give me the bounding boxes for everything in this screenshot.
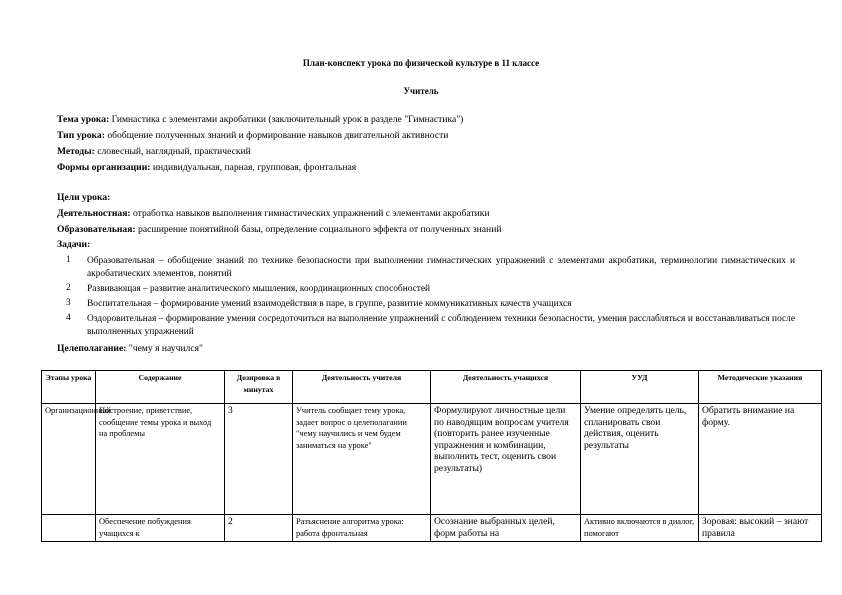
cell-teacher: Учитель сообщает тему урока, задает вопрос о целеполагании "чему научились и чем будем заниматься на уроке" — [293, 404, 431, 515]
cell-text: Обеспечение побуждения учащихся к — [99, 517, 191, 538]
header-content: Содержание — [96, 371, 225, 404]
cell-notes — [699, 515, 822, 542]
task-text: Развивающая – развитие аналитического мышления, координационных способностей — [87, 284, 431, 294]
header-dose: Дозировка в минутах — [225, 371, 293, 404]
meta-value: словесный, наглядный, практический — [94, 146, 251, 157]
meta-methods — [57, 146, 251, 157]
meta-label: Методы: — [57, 146, 95, 157]
cell-dose — [225, 515, 293, 542]
meta-label: Тип урока: — [57, 130, 105, 141]
cell-students: Формулируют личностные цели по наводящим вопросам учителя (повторить ранее изученные упражнения и комбинации, выполнить тест, оценить свои результаты) — [431, 404, 581, 515]
goal-setting — [57, 343, 203, 354]
goal-setting-label: Целеполагание: — [57, 343, 127, 354]
header-stage: Этапы урока — [42, 371, 96, 404]
task-number: 1 — [66, 255, 71, 265]
teacher-label: Учитель — [403, 86, 439, 96]
goals-heading — [57, 192, 110, 203]
cell-notes: Обратить внимание на форму. — [699, 404, 822, 515]
task-text: Оздоровительная – формирование умения сосредоточиться на выполнение упражнений с соблюдением техники безопасности, умения расслабляться и восстанавливаться после выполненных упражнений — [87, 314, 795, 337]
goal-value: расширение понятийной базы, определение социального эффекта от полученных знаний — [135, 224, 502, 235]
cell-text: Зоровая: высокий – знают правила — [702, 516, 809, 539]
cell-text: Активно включаются в диалог, помогают — [584, 517, 695, 538]
cell-text: 2 — [228, 516, 233, 527]
cell-content — [96, 515, 225, 542]
cell-stage: Организационный — [42, 404, 96, 515]
task-number: 4 — [66, 313, 71, 323]
meta-topic — [57, 114, 463, 125]
meta-value: индивидуальная, парная, групповая, фронтальная — [150, 162, 357, 173]
goal-activity — [57, 208, 490, 219]
goal-setting-value: "чему я научился" — [126, 343, 203, 354]
table-header-row — [42, 371, 822, 404]
table-row — [42, 515, 822, 542]
task-text: Воспитательная – формирование умений взаимодействия в паре, в группе, развитие коммуникативных качеств учащихся — [87, 299, 572, 309]
table-row — [42, 404, 822, 515]
cell-stage — [42, 515, 96, 542]
task-item — [57, 298, 795, 312]
cell-uud: Умение определять цель, спланировать свои действия, оценить результаты — [581, 404, 699, 515]
goal-education — [57, 224, 501, 235]
header-notes: Методические указания — [699, 371, 822, 404]
cell-dose: 3 — [225, 404, 293, 515]
meta-type — [57, 130, 448, 141]
meta-value: обобщение полученных знаний и формирование навыков двигательной активности — [104, 130, 449, 141]
goal-label: Деятельностная: — [57, 208, 131, 219]
meta-label: Тема урока: — [57, 114, 110, 125]
lesson-plan-table — [41, 370, 822, 542]
meta-value: Гимнастика с элементами акробатики (заключительный урок в разделе "Гимнастика") — [109, 114, 464, 125]
document-title: План-конспект урока по физической культуре в 11 классе — [302, 58, 540, 68]
task-number: 3 — [66, 298, 71, 308]
meta-forms — [57, 162, 356, 173]
cell-text: Осознание выбранных целей, форм работы на — [434, 516, 555, 539]
task-number: 2 — [66, 283, 71, 293]
task-item — [57, 255, 795, 283]
header-uud: УУД — [581, 371, 699, 404]
task-item — [57, 283, 795, 297]
tasks-heading — [57, 239, 90, 250]
header-teacher: Деятельность учителя — [293, 371, 431, 404]
cell-text: Разъяснение алгоритма урока: работа фронтальная — [296, 517, 404, 538]
cell-teacher — [293, 515, 431, 542]
cell-uud — [581, 515, 699, 542]
task-text: Образовательная – обобщение знаний по технике безопасности при выполнении гимнастических упражнений с элементами акробатики, терминологии гимнастических и акробатических элементов, понятий — [87, 256, 795, 279]
cell-text — [45, 516, 92, 540]
meta-label: Формы организации: — [57, 162, 151, 173]
cell-content: Построение, приветствие, сообщение темы урока и выход на проблемы — [96, 404, 225, 515]
header-students: Деятельность учащихся — [431, 371, 581, 404]
cell-students — [431, 515, 581, 542]
task-item — [57, 313, 795, 341]
goals-heading-text: Цели урока: — [57, 192, 111, 203]
goal-value: отработка навыков выполнения гимнастических упражнений с элементами акробатики — [130, 208, 490, 219]
goal-label: Образовательная: — [57, 224, 136, 235]
tasks-heading-text: Задачи: — [57, 239, 91, 250]
